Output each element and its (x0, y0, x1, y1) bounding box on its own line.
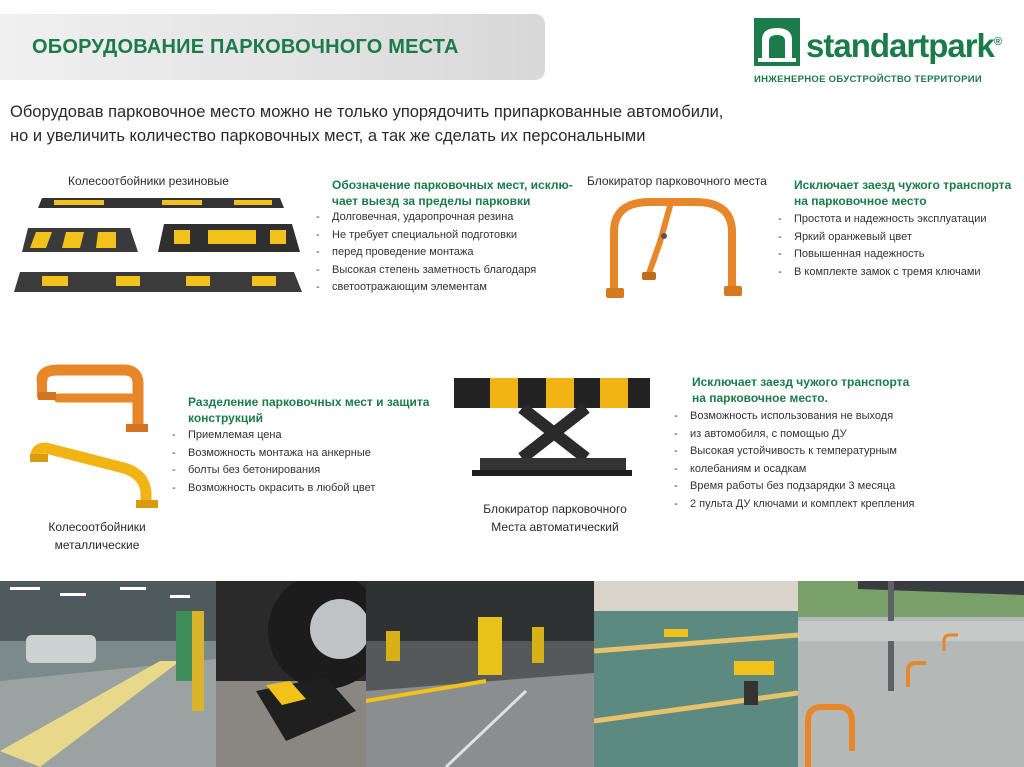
list-item: - Возможность монтажа на анкерные (170, 445, 375, 463)
logo-name: standartpark® (806, 27, 1002, 64)
title-bar (0, 14, 545, 80)
list-item: - Время работы без подзарядки 3 месяца (672, 478, 914, 496)
metal-stoppers-image (28, 362, 158, 512)
list-item: - 2 пульта ДУ ключами и комплект крепления (672, 496, 914, 514)
metal-stoppers-title: Разделение парковочных мест и защита конструкций (188, 395, 430, 425)
list-item: - светоотражающим элементам (314, 279, 536, 297)
list-item: - В комплекте замок с тремя ключами (776, 264, 987, 282)
list-item: - Возможность окрасить в любой цвет (170, 480, 375, 498)
auto-blocker-caption: Блокиратор парковочного Места автоматический (483, 502, 627, 534)
list-item: - Приемлемая цена (170, 427, 375, 445)
rubber-stoppers-bullets (314, 209, 536, 297)
photo-wheel-stopper (216, 581, 366, 767)
photo-parking-garage (0, 581, 216, 767)
blocker-title: Исключает заезд чужого транспорта на парковочное место (794, 178, 1012, 208)
list-item: - Возможность использования не выходя (672, 408, 914, 426)
brand-logo (754, 18, 1002, 90)
rubber-stoppers-title: Обозначение парковочных мест, исклю- чает выезд за пределы парковки (332, 178, 573, 208)
list-item: - Не требует специальной подготовки (314, 227, 536, 245)
list-item: - болты без бетонирования (170, 462, 375, 480)
list-item: - Простота и надежность эксплуатации (776, 211, 987, 229)
blocker-bullets (776, 211, 987, 281)
photo-underground-parking (366, 581, 594, 767)
list-item: - Повышенная надежность (776, 246, 987, 264)
list-item: - Яркий оранжевый цвет (776, 229, 987, 247)
list-item: - Высокая устойчивость к температурным (672, 443, 914, 461)
list-item: - перед проведение монтажа (314, 244, 536, 262)
list-item: - Долговечная, ударопрочная резина (314, 209, 536, 227)
list-item: - из автомобиля, с помощью ДУ (672, 426, 914, 444)
metal-stoppers-caption: Колесоотбойники металлические (48, 520, 146, 552)
rubber-stoppers-image (12, 192, 312, 302)
list-item: - колебаниям и осадкам (672, 461, 914, 479)
photo-outdoor-parking (798, 581, 1024, 767)
intro-text: Оборудовав парковочное место можно не только упорядочить припаркованные автомобили, но и увеличить количество парковочных мест, а так же сделать их персональными (10, 103, 724, 145)
page-title: ОБОРУДОВАНИЕ ПАРКОВОЧНОГО МЕСТА (32, 36, 459, 58)
rubber-stoppers-caption: Колесоотбойники резиновые (68, 174, 229, 188)
auto-blocker-bullets (672, 408, 914, 513)
list-item: - Высокая степень заметность благодаря (314, 262, 536, 280)
parking-blocker-image (600, 192, 750, 312)
photo-paved-parking (594, 581, 798, 767)
blocker-caption: Блокиратор парковочного места (587, 174, 767, 188)
metal-stoppers-bullets (170, 427, 375, 497)
auto-blocker-title: Исключает заезд чужого транспорта на парковочное место. (692, 375, 910, 405)
logo-mark-icon (754, 18, 800, 66)
logo-tagline: ИНЖЕНЕРНОЕ ОБУСТРОЙСТВО ТЕРРИТОРИИ (754, 74, 982, 85)
auto-blocker-image (450, 372, 660, 492)
